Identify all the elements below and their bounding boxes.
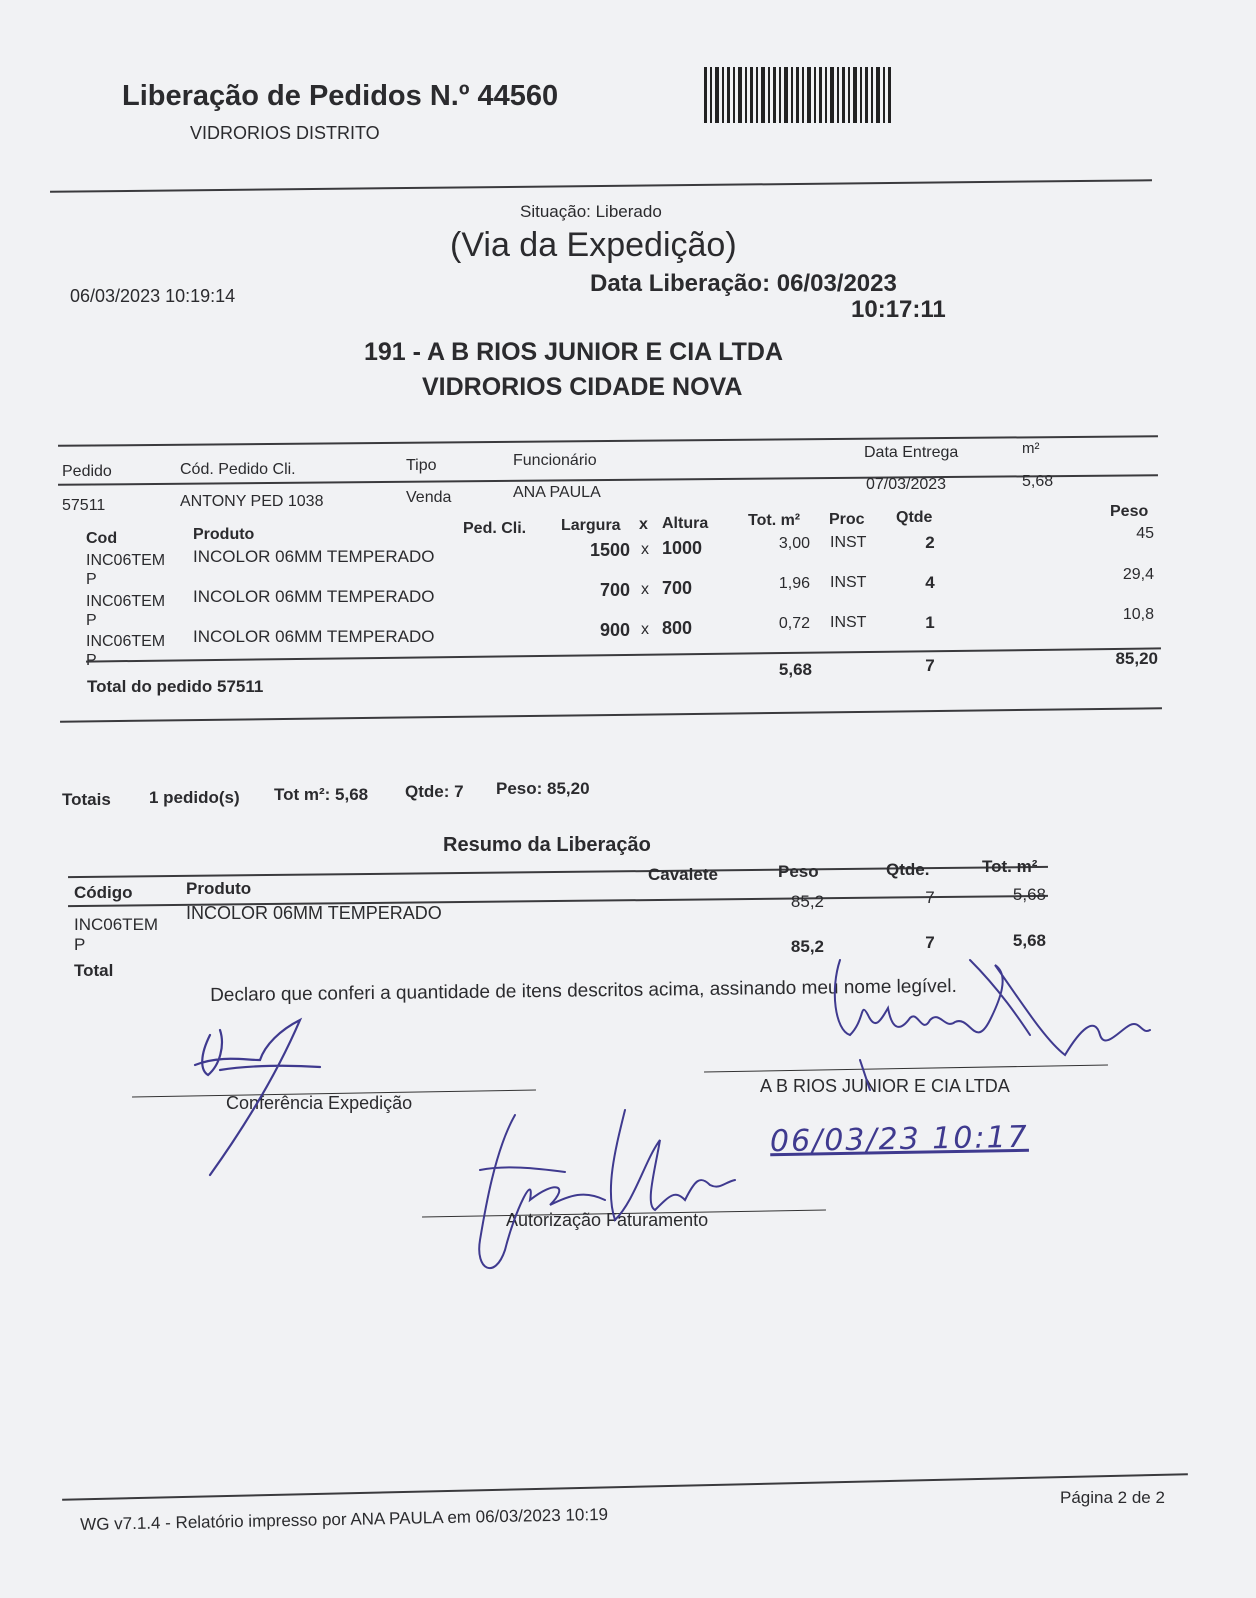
- customer-name: 191 - A B RIOS JUNIOR E CIA LTDA: [364, 338, 784, 366]
- page-number: Página 2 de 2: [1060, 1488, 1165, 1507]
- item-proc: INST: [830, 534, 867, 551]
- release-date: [590, 270, 897, 298]
- col-x: x: [639, 516, 648, 533]
- summary-total-label: Total: [74, 961, 114, 980]
- item-height: 700: [662, 578, 693, 598]
- summary-total-m2: 5,68: [1012, 931, 1046, 950]
- employee-name: ANA PAULA: [513, 484, 601, 501]
- item-tot-m2: 0,72: [778, 615, 810, 632]
- item-code: INC06TEM: [86, 593, 166, 610]
- col-produto: Produto: [193, 526, 255, 543]
- company-name: VIDRORIOS DISTRITO: [190, 123, 380, 143]
- col-qtde: Qtde: [896, 509, 933, 526]
- barcode-icon: [704, 67, 899, 125]
- totals-qtde: Qtde: 7: [405, 782, 464, 801]
- col-largura: Largura: [561, 517, 621, 534]
- client-order-code: ANTONY PED 1038: [180, 493, 324, 510]
- summary-code: INC06TEM: [74, 915, 159, 934]
- item-code: INC06TEM: [86, 633, 166, 650]
- autorizacao-signature: [475, 1110, 745, 1280]
- col-summary-produto: Produto: [186, 879, 252, 898]
- copy-type: (Via da Expedição): [450, 226, 737, 264]
- item-code: INC06TEM: [86, 552, 166, 569]
- item-peso: 45: [1136, 525, 1154, 542]
- header-divider: [50, 179, 1152, 193]
- item-times: x: [641, 541, 649, 558]
- item-height: 800: [662, 618, 693, 638]
- release-time: 10:17:11: [851, 296, 946, 323]
- summary-total-qtde: 7: [925, 933, 935, 952]
- col-peso: Peso: [1110, 503, 1149, 520]
- item-width: 1500: [589, 540, 630, 560]
- item-product: INCOLOR 06MM TEMPERADO: [193, 627, 435, 646]
- summary-title: Resumo da Liberação: [443, 834, 651, 856]
- order-total-label: Total do pedido 57511: [87, 677, 264, 696]
- col-codigo: Código: [74, 883, 133, 902]
- order-total-qtde: 7: [925, 656, 935, 675]
- item-code-cont: P: [86, 652, 97, 669]
- footer-printed-by: WG v7.1.4 - Relatório impresso por ANA PAULA em 06/03/2023 10:19: [80, 1504, 609, 1534]
- item-height: 1000: [662, 538, 703, 558]
- customer-signature: [830, 960, 1160, 1100]
- item-product: INCOLOR 06MM TEMPERADO: [193, 547, 435, 566]
- item-qtde: 2: [925, 533, 935, 552]
- col-summary-peso: Peso: [778, 862, 819, 881]
- order-top-line: [58, 435, 1158, 447]
- item-peso: 29,4: [1122, 566, 1154, 583]
- items-total-line: [86, 647, 1161, 662]
- release-date-value: 06/03/2023: [776, 270, 897, 297]
- item-proc: INST: [830, 574, 867, 591]
- item-proc: INST: [830, 614, 867, 631]
- autorizacao-label: Autorização Faturamento: [506, 1210, 709, 1230]
- col-m2: m²: [1022, 440, 1040, 457]
- col-tot-m2: Tot. m²: [748, 512, 801, 529]
- item-peso: 10,8: [1122, 606, 1154, 623]
- col-data-entrega: Data Entrega: [864, 444, 959, 461]
- col-cod: Cod: [86, 530, 118, 547]
- order-number: 57511: [62, 497, 106, 514]
- totals-label: Totais: [62, 790, 111, 809]
- col-altura: Altura: [662, 515, 709, 532]
- status-text: Situação: Liberado: [520, 202, 662, 221]
- footer-divider: [62, 1473, 1188, 1501]
- order-bottom-line: [60, 707, 1162, 722]
- col-summary-qtde: Qtde.: [886, 860, 930, 879]
- col-pedido: Pedido: [62, 463, 112, 480]
- summary-product: INCOLOR 06MM TEMPERADO: [186, 903, 442, 923]
- item-product: INCOLOR 06MM TEMPERADO: [193, 587, 435, 606]
- col-ped-cli: Ped. Cli.: [463, 520, 527, 537]
- item-width: 900: [599, 620, 630, 640]
- item-width: 700: [599, 580, 630, 600]
- release-label: Data Liberação:: [590, 270, 771, 297]
- summary-peso: 85,2: [790, 892, 824, 911]
- col-summary-tot-m2: Tot. m²: [982, 857, 1038, 876]
- col-cod-pedido-cli: Cód. Pedido Cli.: [180, 461, 296, 478]
- item-tot-m2: 1,96: [778, 575, 810, 592]
- conferencia-label: Conferência Expedição: [226, 1093, 413, 1113]
- conferencia-signature: [190, 1015, 340, 1205]
- summary-qtde: 7: [925, 888, 935, 907]
- order-total-peso: 85,20: [1115, 649, 1158, 668]
- order-type: Venda: [406, 489, 452, 506]
- customer-branch: VIDRORIOS CIDADE NOVA: [422, 373, 743, 401]
- print-datetime: 06/03/2023 10:19:14: [70, 286, 236, 306]
- item-qtde: 1: [925, 613, 935, 632]
- totals-peso: Peso: 85,20: [496, 779, 590, 798]
- handwritten-date: 06/03/23 10:17: [769, 1119, 1030, 1160]
- order-total-m2: 5,68: [778, 660, 812, 679]
- customer-signature-label: A B RIOS JUNIOR E CIA LTDA: [760, 1076, 1010, 1096]
- item-times: x: [641, 581, 649, 598]
- col-funcionario: Funcionário: [513, 452, 597, 469]
- totals-m2: Tot m²: 5,68: [274, 785, 369, 804]
- item-code-cont: P: [86, 612, 97, 629]
- item-code-cont: P: [86, 571, 97, 588]
- col-tipo: Tipo: [406, 457, 437, 474]
- order-m2: 5,68: [1022, 473, 1054, 490]
- col-proc: Proc: [829, 511, 865, 528]
- summary-total-peso: 85,2: [790, 937, 824, 956]
- delivery-date: 07/03/2023: [866, 476, 947, 493]
- item-qtde: 4: [925, 573, 935, 592]
- declaration-text: Declaro que conferi a quantidade de itens descritos acima, assinando meu nome legível.: [210, 975, 957, 1006]
- summary-code-cont: P: [74, 935, 86, 954]
- summary-tot-m2: 5,68: [1012, 885, 1046, 904]
- item-times: x: [641, 621, 649, 638]
- document-title: Liberação de Pedidos N.º 44560: [122, 80, 559, 112]
- item-tot-m2: 3,00: [778, 535, 810, 552]
- totals-orders: 1 pedido(s): [149, 788, 240, 807]
- col-cavalete: Cavalete: [648, 865, 718, 884]
